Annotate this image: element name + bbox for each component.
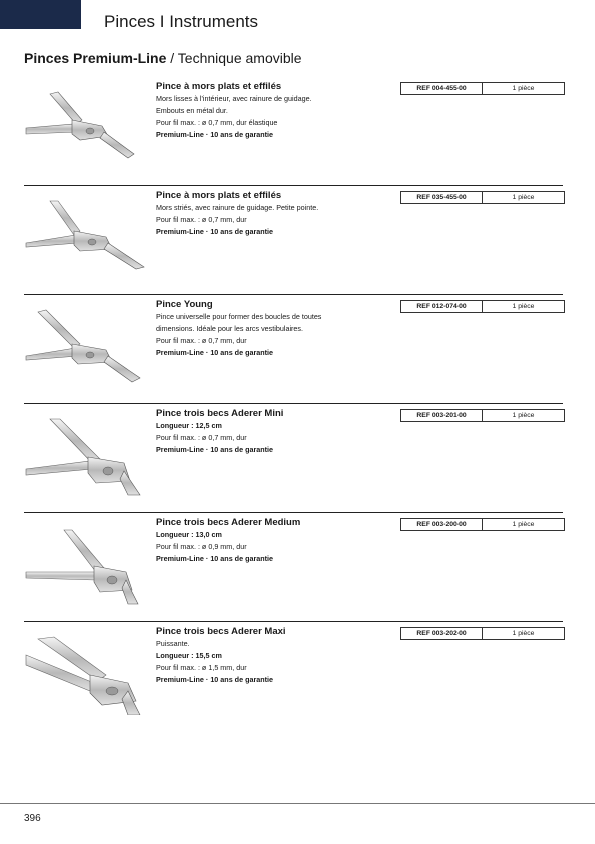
pliers-image [24, 625, 149, 715]
pliers-image [24, 298, 149, 388]
pliers-image [24, 189, 149, 279]
reference-box [400, 300, 565, 313]
footer-divider [0, 803, 595, 804]
divider [24, 403, 563, 404]
reference-box [400, 518, 565, 531]
section-title [24, 50, 302, 66]
pliers-image [24, 80, 149, 170]
product-desc-line: Pour fil max. : ø 0,7 mm, dur [156, 433, 247, 442]
product-prefix: Puissante. [156, 639, 190, 648]
product-entry [24, 512, 563, 620]
product-quantity: 1 pièce [512, 303, 535, 310]
divider [24, 185, 563, 186]
product-name: Pince trois becs Aderer Mini [156, 408, 284, 419]
product-desc-line: Pour fil max. : ø 0,7 mm, dur [156, 336, 247, 345]
product-desc-line: Mors striés, avec rainure de guidage. Petite pointe. [156, 203, 319, 212]
product-desc-line: Mors lisses à l'intérieur, avec rainure de guidage. [156, 94, 312, 103]
product-desc-line: dimensions. Idéale pour les arcs vestibulaires. [156, 324, 304, 333]
header-color-bar [0, 0, 81, 29]
reference-box [400, 409, 565, 422]
product-ref: REF 003-201-00 [401, 410, 483, 421]
product-name: Pince à mors plats et effilés [156, 190, 282, 201]
divider [24, 621, 563, 622]
product-ref: REF 035-455-00 [401, 192, 483, 203]
reference-box [400, 82, 565, 95]
product-quantity: 1 pièce [512, 630, 535, 637]
product-desc-line: Embouts en métal dur. [156, 106, 228, 115]
pliers-image [24, 516, 149, 606]
product-entry [24, 185, 563, 293]
product-guarantee: Premium-Line · 10 ans de garantie [156, 348, 274, 357]
section-title-bold: Pinces Premium-Line [24, 50, 167, 66]
page-number: 396 [24, 813, 41, 824]
product-desc-line: Pour fil max. : ø 0,7 mm, dur [156, 215, 247, 224]
product-name: Pince trois becs Aderer Maxi [156, 626, 286, 637]
product-quantity: 1 pièce [512, 194, 535, 201]
product-guarantee: Premium-Line · 10 ans de garantie [156, 675, 274, 684]
product-ref: REF 004-455-00 [401, 83, 483, 94]
product-length: Longueur : 13,0 cm [156, 530, 222, 539]
product-ref: REF 003-200-00 [401, 519, 483, 530]
product-name: Pince Young [156, 299, 213, 310]
pliers-image [24, 407, 149, 497]
product-entry [24, 403, 563, 511]
product-desc-line: Pour fil max. : ø 0,9 mm, dur [156, 542, 247, 551]
product-length: Longueur : 15,5 cm [156, 651, 222, 660]
product-info [156, 625, 396, 686]
divider [24, 294, 563, 295]
product-info [156, 189, 396, 238]
page-header-title: Pinces I Instruments [104, 12, 259, 31]
product-ref: REF 012-074-00 [401, 301, 483, 312]
product-guarantee: Premium-Line · 10 ans de garantie [156, 445, 274, 454]
product-ref: REF 003-202-00 [401, 628, 483, 639]
section-title-rest: / Technique amovible [166, 50, 302, 66]
product-quantity: 1 pièce [512, 412, 535, 419]
product-info [156, 298, 396, 359]
reference-box [400, 627, 565, 640]
product-desc-line: Pour fil max. : ø 0,7 mm, dur élastique [156, 118, 278, 127]
product-quantity: 1 pièce [512, 85, 535, 92]
reference-box [400, 191, 565, 204]
product-entry [24, 76, 563, 184]
product-entry [24, 621, 563, 729]
product-info [156, 516, 396, 565]
product-info [156, 80, 396, 141]
product-desc-line: Pour fil max. : ø 1,5 mm, dur [156, 663, 247, 672]
product-desc-line: Pince universelle pour former des boucles de toutes [156, 312, 322, 321]
product-guarantee: Premium-Line · 10 ans de garantie [156, 554, 274, 563]
product-name: Pince trois becs Aderer Medium [156, 517, 301, 528]
product-quantity: 1 pièce [512, 521, 535, 528]
product-entry [24, 294, 563, 402]
divider [24, 512, 563, 513]
product-guarantee: Premium-Line · 10 ans de garantie [156, 130, 274, 139]
product-guarantee: Premium-Line · 10 ans de garantie [156, 227, 274, 236]
product-length: Longueur : 12,5 cm [156, 421, 222, 430]
product-name: Pince à mors plats et effilés [156, 81, 282, 92]
product-info [156, 407, 396, 456]
